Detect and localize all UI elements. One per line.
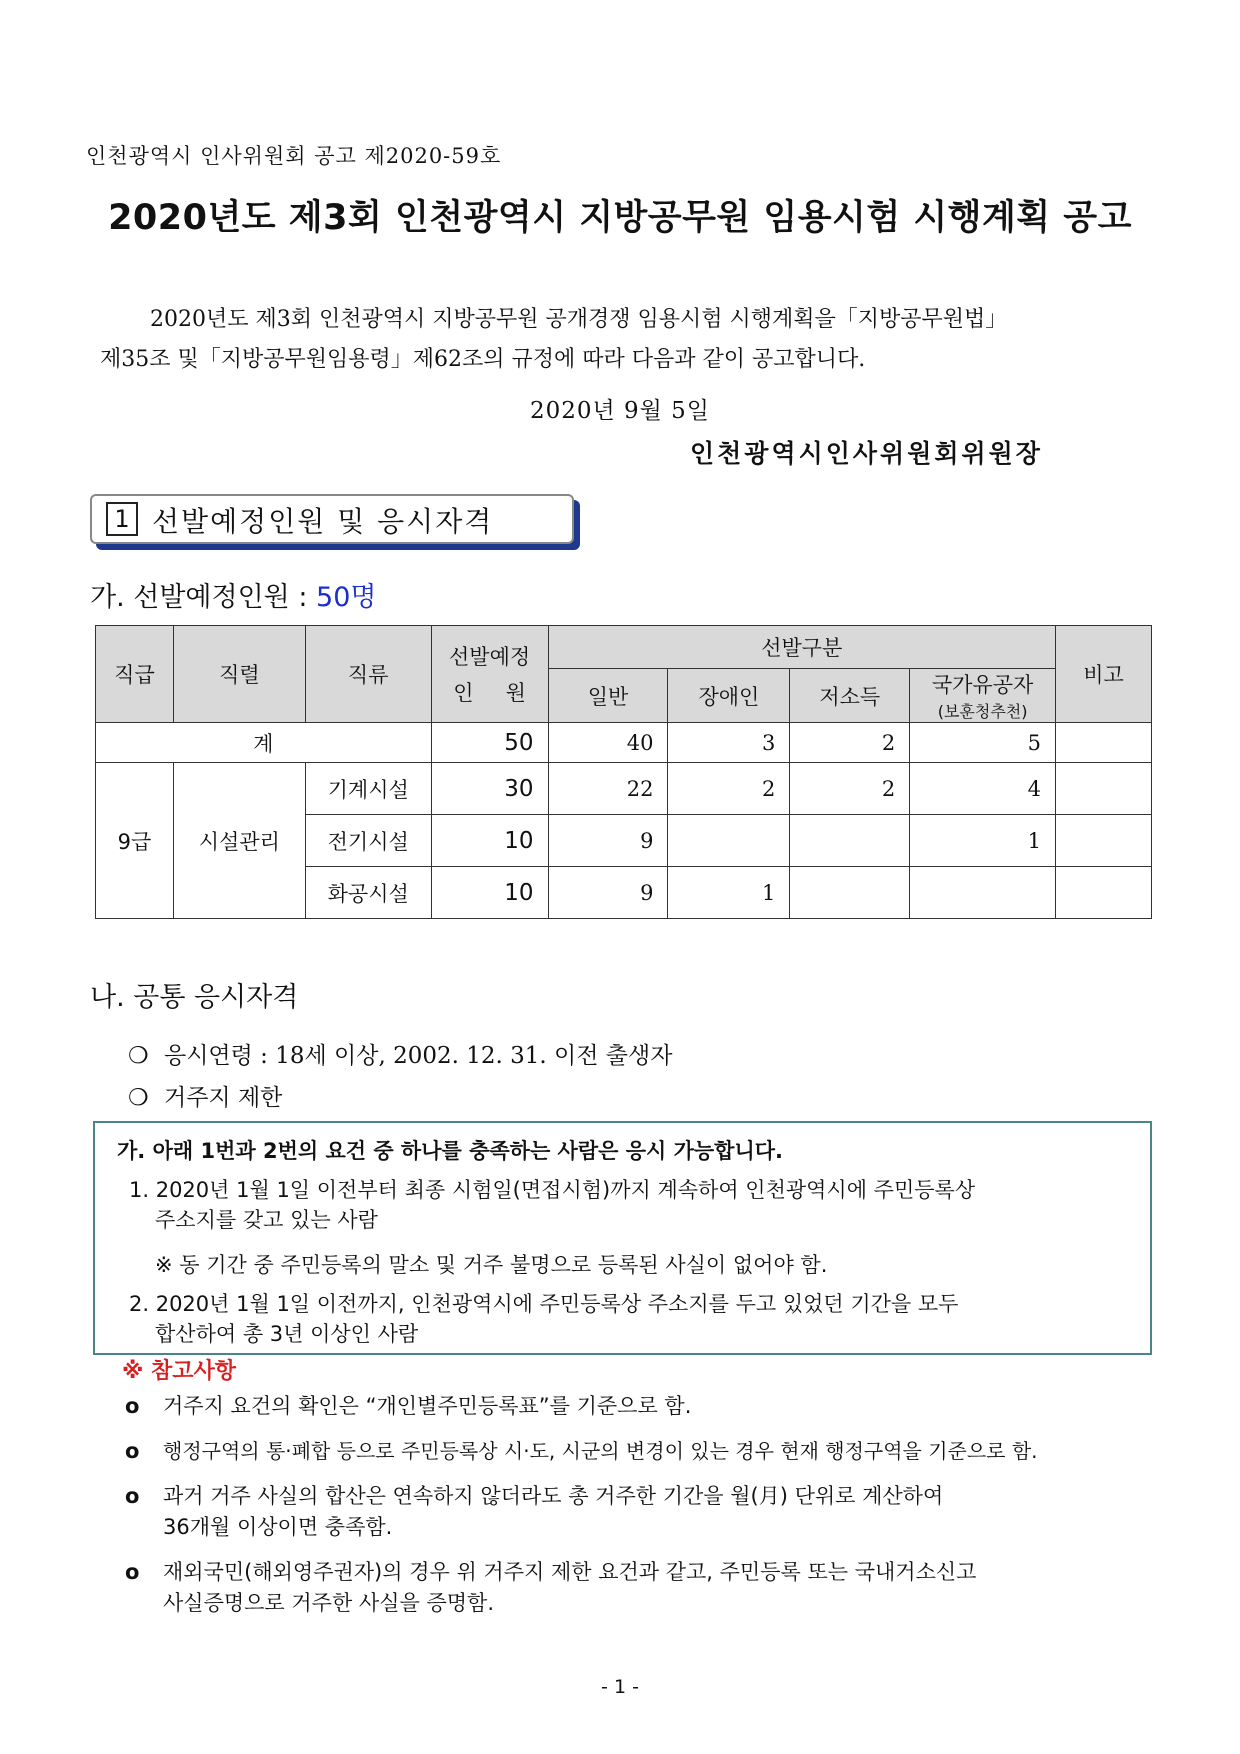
- section-1-number: 1: [106, 502, 138, 536]
- bullet-residence: ❍ 거주지 제한: [128, 1085, 283, 1111]
- table-row: 화공시설 10 9 1: [96, 867, 1152, 919]
- intro-paragraph: [100, 300, 1160, 380]
- header-category: 직류: [305, 626, 431, 723]
- header-veteran: 국가유공자 (보훈청추천): [910, 669, 1056, 723]
- reference-title: ※ 참고사항: [122, 1359, 237, 1384]
- reference-item-3: o 과거 거주 사실의 합산은 연속하지 않더라도 총 거주한 기간을 월(月) 단위로 계산하여 36개월 이상이면 충족함.: [125, 1481, 1155, 1543]
- requirement-item-1: 1. 2020년 1월 1일 이전부터 최종 시험일(면접시험)까지 계속하여 인천광역시에 주민등록상 주소지를 갖고 있는 사람: [129, 1178, 976, 1232]
- selection-table: [95, 625, 1152, 919]
- header-planned: [431, 626, 548, 723]
- bullet-age: ❍ 응시연령 : 18세 이상, 2002. 12. 31. 이전 출생자: [128, 1043, 673, 1069]
- subsection-ga-label: 가. 선발예정인원 :: [90, 582, 317, 613]
- group-grade: 9급: [96, 763, 174, 919]
- circle-bullet-icon: ❍: [128, 1085, 149, 1111]
- section-1-header: [90, 494, 574, 544]
- header-low-income: 저소득: [790, 669, 910, 723]
- table-row-total: 계 50 40 3 2 5: [96, 723, 1152, 763]
- header-planned-line2: 인 원: [453, 681, 526, 705]
- bullet-icon: o: [125, 1439, 140, 1463]
- header-disabled: 장애인: [668, 669, 790, 723]
- header-grade: 직급: [96, 626, 174, 723]
- requirement-box: [93, 1121, 1152, 1355]
- requirement-head: 가. 아래 1번과 2번의 요건 중 하나를 충족하는 사람은 응시 가능합니다.: [117, 1139, 784, 1163]
- header-planned-line1: 선발예정: [449, 645, 531, 669]
- reference-item-4: o 재외국민(해외영주권자)의 경우 위 거주지 제한 요건과 같고, 주민등록 또는 국내거소신고 사실증명으로 거주한 사실을 증명함.: [125, 1557, 1155, 1619]
- bullet-icon: o: [125, 1484, 140, 1508]
- group-series: 시설관리: [173, 763, 305, 919]
- page-title: 2020년도 제3회 인천광역시 지방공무원 임용시험 시행계획 공고: [108, 198, 1132, 238]
- section-1-title: 선발예정인원 및 응시자격: [152, 505, 494, 538]
- requirement-note: ※ 동 기간 중 주민등록의 말소 및 거주 불명으로 등록된 사실이 없어야 함.: [155, 1253, 828, 1277]
- bullet-icon: o: [125, 1394, 140, 1418]
- reference-item-2: o 행정구역의 통·폐합 등으로 주민등록상 시·도, 시군의 변경이 있는 경우 현재 행정구역을 기준으로 함.: [125, 1436, 1155, 1467]
- reference-item-1: o 거주지 요건의 확인은 “개인별주민등록표”를 기준으로 함.: [125, 1391, 1155, 1422]
- table-row: 9급 시설관리 기계시설 30 22 2 2 4: [96, 763, 1152, 815]
- intro-line-1: 2020년도 제3회 인천광역시 지방공무원 공개경쟁 임용시험 시행계획을「지방공무원법」: [150, 307, 1008, 332]
- subsection-na: 나. 공통 응시자격: [90, 982, 299, 1013]
- circle-bullet-icon: ❍: [128, 1043, 149, 1069]
- header-remarks: 비고: [1056, 626, 1152, 723]
- bullet-icon: o: [125, 1560, 140, 1584]
- page-number: - 1 -: [601, 1676, 639, 1698]
- requirement-item-2: 2. 2020년 1월 1일 이전까지, 인천광역시에 주민등록상 주소지를 두고 있었던 기간을 모두 합산하여 총 3년 이상인 사람: [129, 1292, 959, 1346]
- notice-date: 2020년 9월 5일: [529, 398, 711, 424]
- header-series: 직렬: [173, 626, 305, 723]
- notice-number: 인천광역시 인사위원회 공고 제2020-59호: [86, 144, 502, 168]
- header-general: 일반: [548, 669, 668, 723]
- intro-line-2: 제35조 및「지방공무원임용령」제62조의 규정에 따라 다음과 같이 공고합니다.: [100, 347, 866, 372]
- issuer: 인천광역시인사위원회위원장: [690, 439, 1043, 468]
- header-division: 선발구분: [548, 626, 1055, 669]
- total-label: 계: [96, 723, 432, 763]
- subsection-ga: [90, 575, 376, 614]
- subsection-ga-count: 50명: [316, 582, 377, 613]
- table-row: 전기시설 10 9 1: [96, 815, 1152, 867]
